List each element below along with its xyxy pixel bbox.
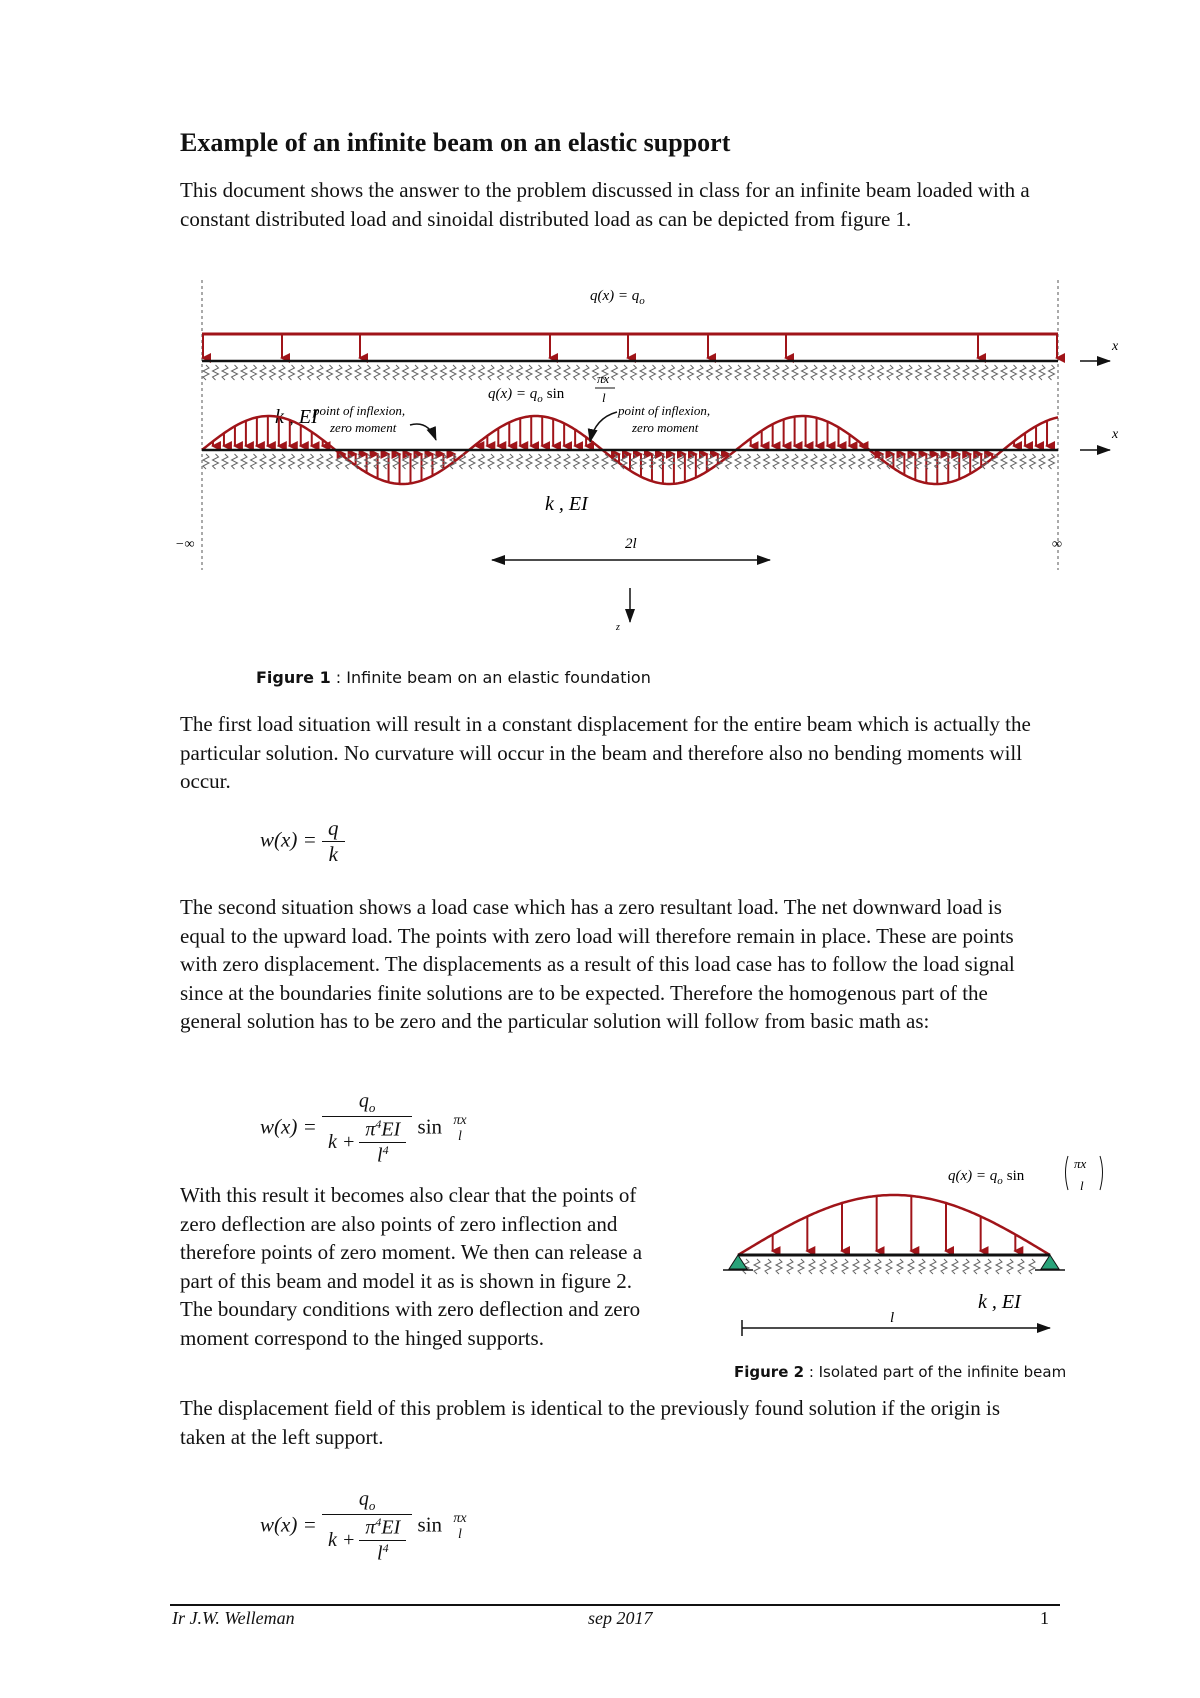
spring: [773, 365, 779, 380]
spring: [241, 365, 247, 380]
inflexion-left-line2: zero moment: [330, 420, 397, 435]
spring: [270, 454, 276, 469]
spring: [840, 454, 846, 469]
spring: [431, 365, 437, 380]
spring: [488, 365, 494, 380]
foundation-springs-1: [203, 365, 1055, 380]
footer-page-number: 1: [1040, 1608, 1049, 1628]
spring: [735, 454, 741, 469]
spring: [792, 365, 798, 380]
figure-2-springs: [743, 1259, 1035, 1274]
q-sin-arg-den: l: [602, 390, 606, 405]
inflexion-right-line1: point of inflexion,: [618, 403, 711, 418]
paragraph-2: The second situation shows a load case which has a zero resultant load. The net downward load is equal to the upward load. The points with zero load will therefore remain in place. These are points with zero displacement. The displacements as a result of this load case has to follow the load signal since at the boundaries finite solutions are to be expected. Therefore the homogenous part of the general solution has to be zero and the particular solution will follow from basic math as:: [180, 895, 1015, 1033]
spring: [289, 454, 295, 469]
constant-load-arrows: [203, 334, 1057, 358]
spring: [488, 454, 494, 469]
plus-infinity-label: ∞: [1052, 537, 1062, 552]
spring: [270, 365, 276, 380]
spring: [820, 1259, 826, 1274]
spring: [897, 365, 903, 380]
spring: [830, 365, 836, 380]
footer-date: sep 2017: [588, 1608, 653, 1628]
spring: [1049, 365, 1055, 380]
spring: [469, 454, 475, 469]
spring: [203, 454, 209, 469]
spring: [222, 365, 228, 380]
spring: [878, 365, 884, 380]
spring: [776, 1259, 782, 1274]
spring: [1011, 365, 1017, 380]
figure-2: [720, 1150, 1120, 1340]
paragraph-4: The displacement field of this problem is identical to the previously found solution if the origin is taken at the left support.: [180, 1396, 1001, 1449]
spring: [251, 365, 257, 380]
equation-3: w(x) = $q_o$ k + $\frac{\pi^4EI}{l^4}$ sin πx l: [260, 1488, 467, 1565]
k-ei-label-2: k , EI: [545, 493, 588, 515]
spring: [507, 454, 513, 469]
spring: [1020, 454, 1026, 469]
spring: [498, 454, 504, 469]
spring: [688, 454, 694, 469]
spring: [469, 365, 475, 380]
spring: [308, 454, 314, 469]
spring: [279, 365, 285, 380]
spring: [1011, 454, 1017, 469]
spring: [802, 454, 808, 469]
spring: [612, 365, 618, 380]
spring: [631, 365, 637, 380]
spring: [1030, 454, 1036, 469]
spring: [783, 454, 789, 469]
spring: [507, 365, 513, 380]
spring: [222, 454, 228, 469]
minus-infinity-label: −∞: [175, 537, 195, 552]
spring: [517, 365, 523, 380]
spring: [864, 1259, 870, 1274]
k-ei-label-1: k , EI: [275, 406, 318, 428]
spring: [403, 365, 409, 380]
spring: [327, 454, 333, 469]
paragraph-1: The first load situation will result in a constant displacement for the entire beam which is actually the particular solution. No curvature will occur in the beam and therefore also no bending moments will occur.: [180, 712, 1031, 793]
spring: [941, 1259, 947, 1274]
spring: [1030, 365, 1036, 380]
spring: [811, 454, 817, 469]
spring: [213, 365, 219, 380]
spring: [593, 454, 599, 469]
spring: [260, 454, 266, 469]
spring: [355, 365, 361, 380]
spring: [954, 365, 960, 380]
q-sin-arg-num: πx: [597, 371, 610, 386]
figure-2-q-label: $q(x) = q_o$ sin: [948, 1168, 1025, 1187]
spring: [963, 1259, 969, 1274]
spring: [996, 1259, 1002, 1274]
spring: [564, 365, 570, 380]
spring: [479, 365, 485, 380]
spring: [526, 454, 532, 469]
spring: [536, 365, 542, 380]
two-l-label: 2l: [625, 536, 637, 552]
spring: [792, 454, 798, 469]
spring: [1020, 365, 1026, 380]
spring: [868, 454, 874, 469]
spring: [973, 454, 979, 469]
spring: [1029, 1259, 1035, 1274]
spring: [232, 365, 238, 380]
right-hinge-support: [1041, 1255, 1059, 1269]
spring: [925, 365, 931, 380]
spring: [213, 454, 219, 469]
spring: [765, 1259, 771, 1274]
spring: [555, 454, 561, 469]
spring: [802, 365, 808, 380]
spring: [875, 1259, 881, 1274]
figure-1-caption: Figure 1 : Infinite beam on an elastic foundation: [256, 668, 651, 687]
spring: [930, 1259, 936, 1274]
spring: [716, 365, 722, 380]
figure-2-arg-num: πx: [1074, 1156, 1087, 1171]
spring: [545, 365, 551, 380]
spring: [754, 1259, 760, 1274]
spring: [317, 454, 323, 469]
spring: [868, 365, 874, 380]
spring: [232, 454, 238, 469]
spring: [887, 365, 893, 380]
spring: [916, 454, 922, 469]
spring: [985, 1259, 991, 1274]
spring: [821, 454, 827, 469]
spring: [1039, 454, 1045, 469]
equation-1: w(x) = $\frac{q}{k}$: [260, 816, 345, 867]
spring: [764, 365, 770, 380]
spring: [412, 365, 418, 380]
spring: [1018, 1259, 1024, 1274]
spring: [536, 454, 542, 469]
x-label-2: x: [1112, 427, 1119, 442]
spring: [327, 365, 333, 380]
figure-2-l-label: l: [890, 1310, 895, 1326]
spring: [787, 1259, 793, 1274]
spring: [944, 365, 950, 380]
spring: [545, 454, 551, 469]
spring: [203, 365, 209, 380]
spring: [279, 454, 285, 469]
spring: [583, 365, 589, 380]
spring: [773, 454, 779, 469]
spring: [365, 365, 371, 380]
spring: [859, 365, 865, 380]
spring: [621, 365, 627, 380]
spring: [840, 365, 846, 380]
spring: [241, 454, 247, 469]
spring: [298, 365, 304, 380]
spring: [460, 365, 466, 380]
spring: [574, 365, 580, 380]
spring: [336, 454, 342, 469]
footer-rule: [170, 1604, 1060, 1606]
spring: [1007, 1259, 1013, 1274]
figure-2-arg-den: l: [1080, 1178, 1084, 1193]
z-label: z: [616, 622, 620, 633]
spring: [906, 365, 912, 380]
spring: [669, 365, 675, 380]
q-sin-label: $q(x) = q_o$ sin: [488, 386, 565, 405]
spring: [754, 365, 760, 380]
spring: [919, 1259, 925, 1274]
intro-paragraph: This document shows the answer to the problem discussed in class for an infinite beam loaded with a constant distributed load and sinoidal distributed load as can be depicted from figure 1.: [180, 178, 1030, 231]
spring: [678, 454, 684, 469]
spring: [602, 454, 608, 469]
spring: [830, 454, 836, 469]
q-const-label: $q(x) = q_o$: [590, 288, 645, 307]
spring: [583, 454, 589, 469]
spring: [640, 365, 646, 380]
spring: [574, 454, 580, 469]
left-hinge-support: [729, 1255, 747, 1269]
spring: [393, 365, 399, 380]
spring: [479, 454, 485, 469]
spring: [908, 1259, 914, 1274]
figure-2-load-arrows: [773, 1196, 1016, 1251]
spring: [916, 365, 922, 380]
figure-2-load-curve: [738, 1195, 1050, 1255]
spring: [650, 365, 656, 380]
spring: [374, 365, 380, 380]
spring: [992, 365, 998, 380]
spring: [973, 365, 979, 380]
spring: [631, 454, 637, 469]
spring: [450, 365, 456, 380]
spring: [783, 365, 789, 380]
spring: [260, 365, 266, 380]
figure-1: [170, 270, 1120, 650]
spring: [346, 365, 352, 380]
spring: [317, 365, 323, 380]
spring: [849, 365, 855, 380]
inflexion-left-line1: point of inflexion,: [313, 403, 406, 418]
spring: [697, 365, 703, 380]
spring: [393, 454, 399, 469]
spring: [726, 365, 732, 380]
spring: [498, 365, 504, 380]
spring: [974, 1259, 980, 1274]
spring: [798, 1259, 804, 1274]
page-title: Example of an infinite beam on an elastic support: [180, 128, 731, 157]
spring: [745, 454, 751, 469]
spring: [422, 365, 428, 380]
spring: [403, 454, 409, 469]
spring: [707, 365, 713, 380]
spring: [764, 454, 770, 469]
spring: [897, 454, 903, 469]
x-label-1: x: [1112, 339, 1119, 354]
footer-author: Ir J.W. Welleman: [172, 1608, 295, 1628]
spring: [745, 365, 751, 380]
inflexion-right-line2: zero moment: [632, 420, 699, 435]
spring: [688, 365, 694, 380]
spring: [811, 365, 817, 380]
spring: [906, 454, 912, 469]
spring: [952, 1259, 958, 1274]
spring: [859, 454, 865, 469]
paragraph-3: With this result it becomes also clear that the points of zero deflection are also points of zero inflection and therefore points of zero moment. We then can release a part of this beam and model it as is shown in figure 2. The boundary conditions with zero deflection and zero moment correspond to the hinged supports.: [180, 1183, 643, 1350]
figure-2-caption: Figure 2 : Isolated part of the infinite beam: [734, 1363, 1067, 1381]
spring: [697, 454, 703, 469]
spring: [384, 365, 390, 380]
spring: [897, 1259, 903, 1274]
figure-2-k-ei-label: k , EI: [978, 1291, 1021, 1313]
spring: [564, 454, 570, 469]
spring: [831, 1259, 837, 1274]
equation-2: w(x) = $q_o$ k + $\frac{\pi^4EI}{l^4}$ sin πx l: [260, 1090, 467, 1167]
spring: [1039, 365, 1045, 380]
spring: [853, 1259, 859, 1274]
spring: [336, 365, 342, 380]
spring: [849, 454, 855, 469]
spring: [886, 1259, 892, 1274]
spring: [1001, 454, 1007, 469]
spring: [963, 454, 969, 469]
spring: [935, 365, 941, 380]
spring: [809, 1259, 815, 1274]
spring: [963, 365, 969, 380]
spring: [659, 365, 665, 380]
spring: [412, 454, 418, 469]
spring: [526, 365, 532, 380]
spring: [1049, 454, 1055, 469]
spring: [517, 454, 523, 469]
spring: [251, 454, 257, 469]
spring: [555, 365, 561, 380]
spring: [289, 365, 295, 380]
spring: [678, 365, 684, 380]
spring: [441, 365, 447, 380]
spring: [982, 365, 988, 380]
spring: [308, 365, 314, 380]
spring: [1001, 365, 1007, 380]
spring: [754, 454, 760, 469]
spring: [298, 454, 304, 469]
spring: [842, 1259, 848, 1274]
spring: [821, 365, 827, 380]
spring: [735, 365, 741, 380]
